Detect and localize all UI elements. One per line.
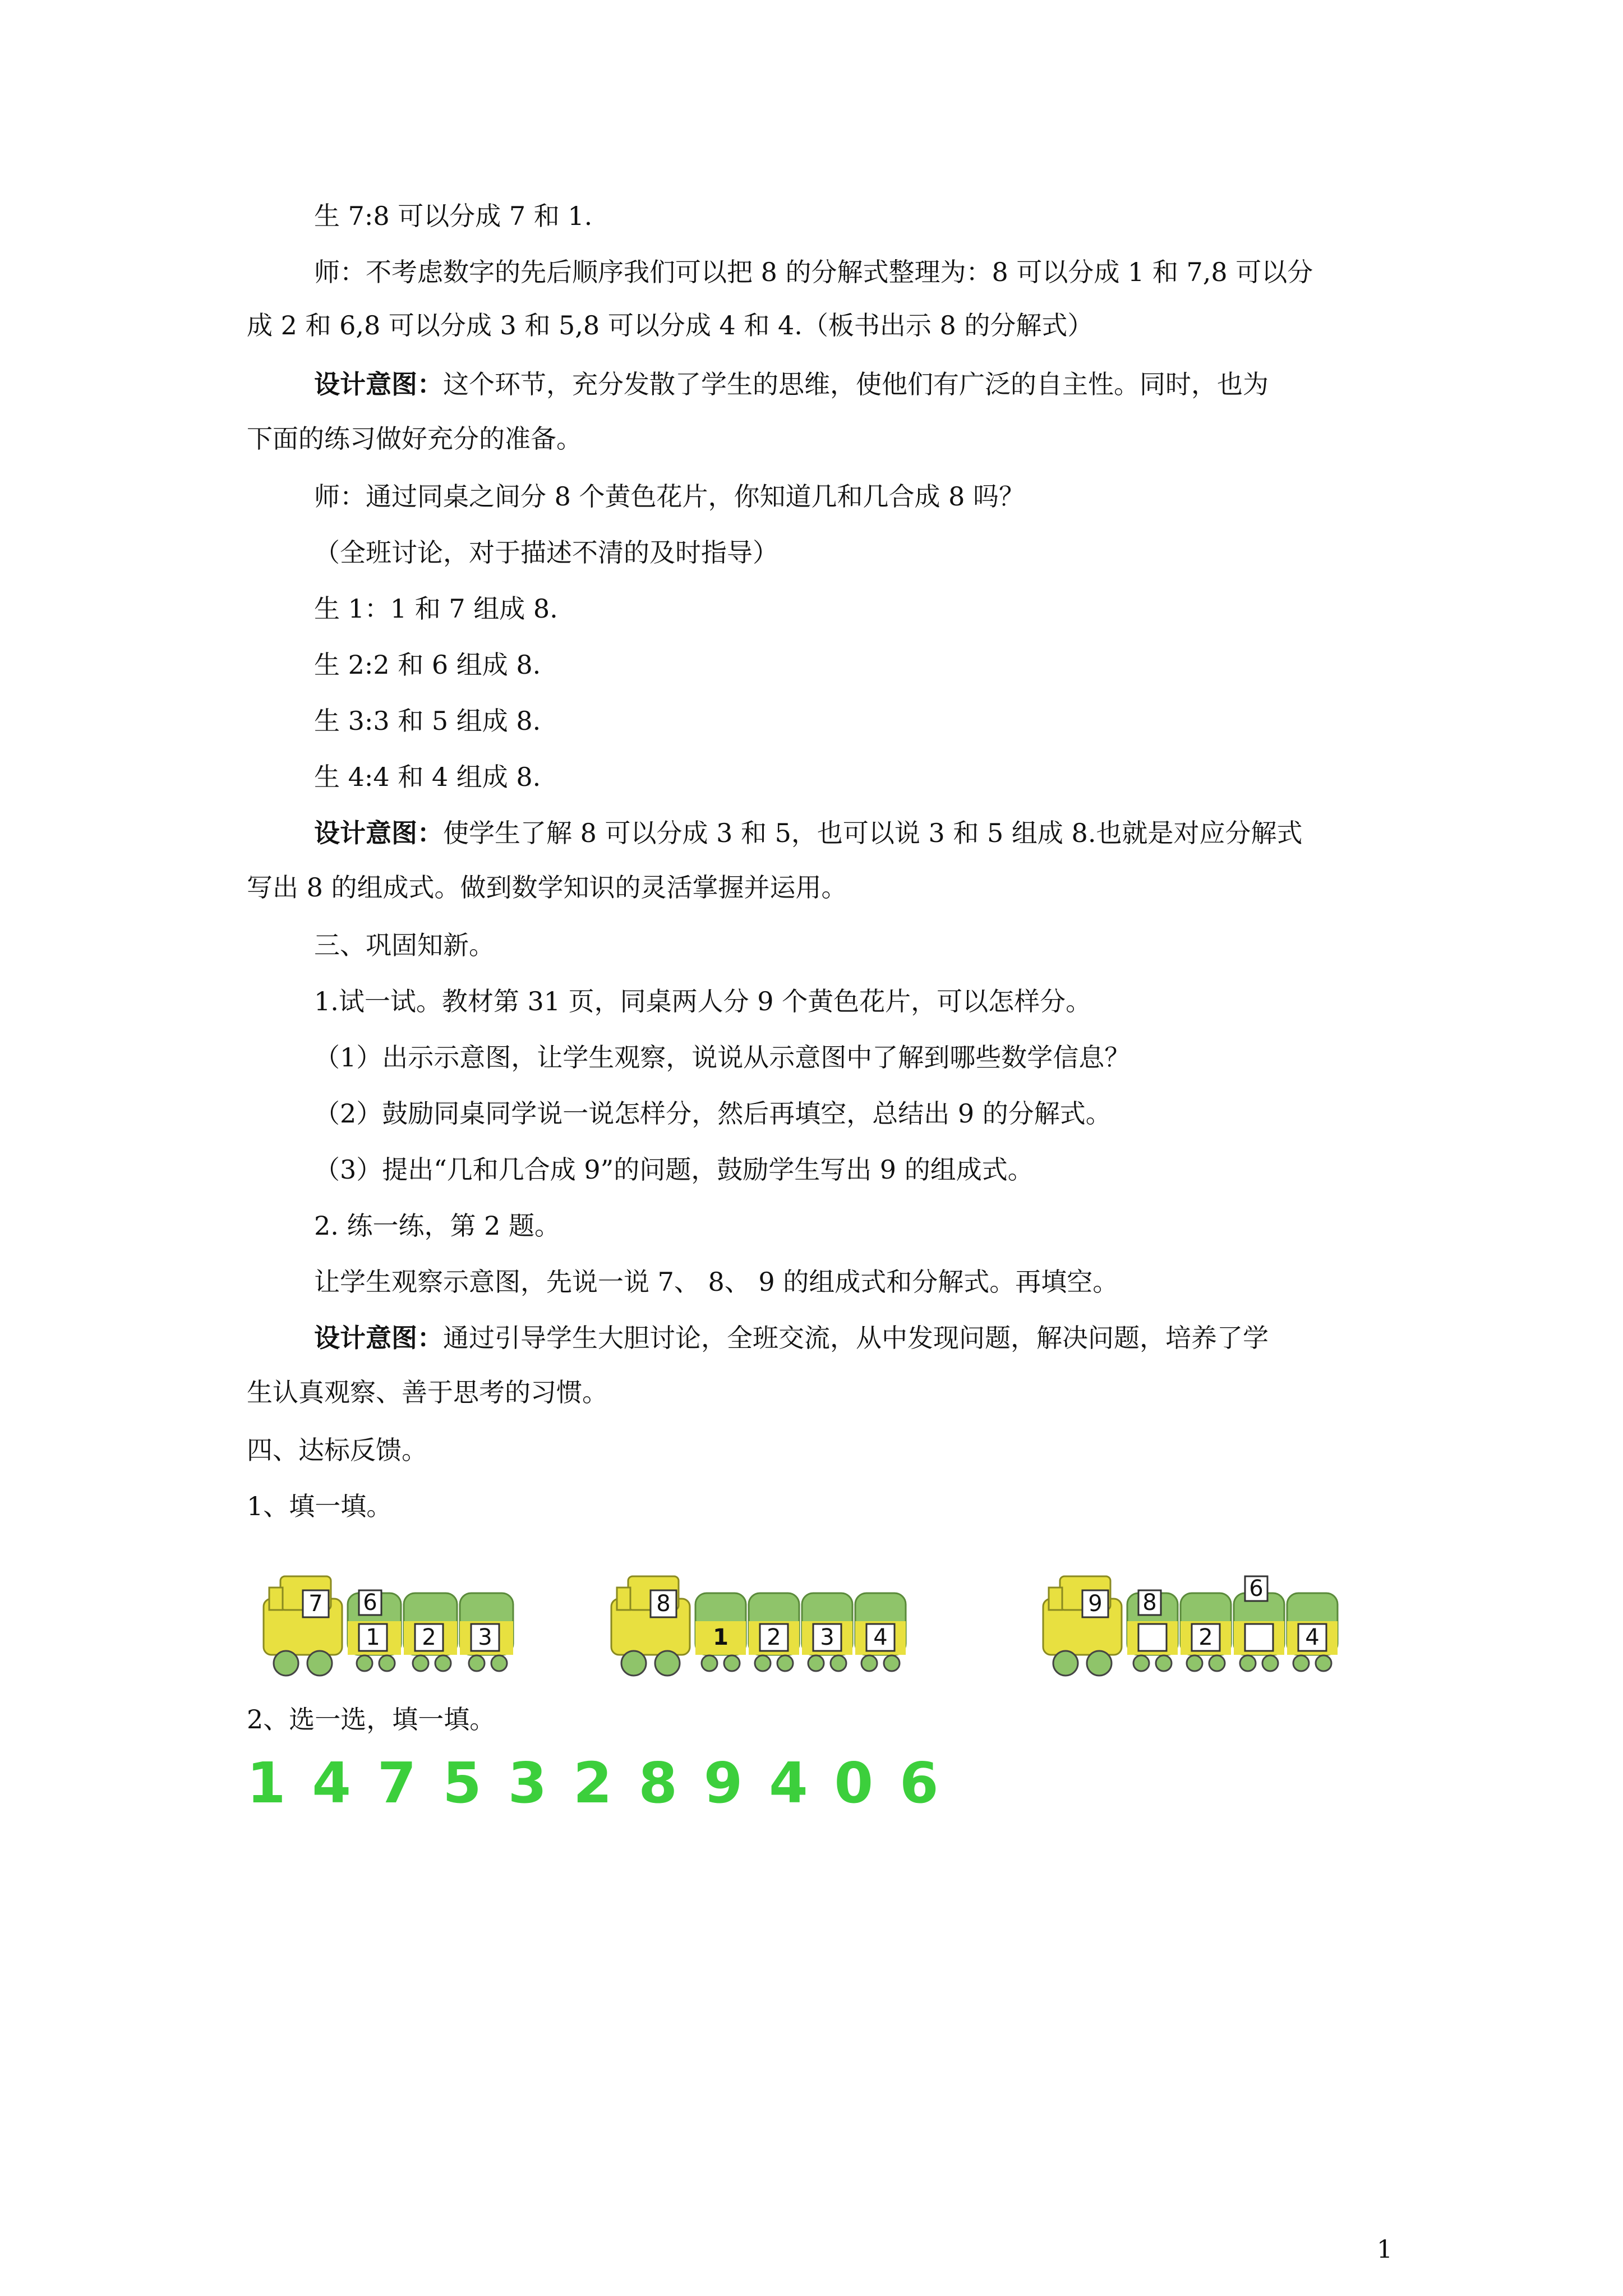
- engine-number: 7: [308, 1591, 323, 1617]
- train-engine: [264, 1576, 342, 1676]
- train-exercises: [247, 1559, 1368, 1705]
- line-2: [314, 255, 1313, 289]
- design-intent-label: 设计意图：: [314, 369, 443, 399]
- engine-number: 8: [656, 1591, 671, 1617]
- line-text: （1）出示示意图，让学生观察，说说从示意图中了解到哪些数学信息？: [314, 1042, 1131, 1073]
- bottom-number: 1: [713, 1625, 728, 1650]
- design-intent-label: 设计意图：: [314, 1323, 443, 1353]
- line-16: [314, 1041, 1130, 1074]
- top-number: 6: [363, 1590, 377, 1616]
- line-14: [314, 928, 495, 962]
- empty-box[interactable]: [1138, 1624, 1166, 1651]
- line-text: 生 1：1 和 7 组成 8.: [314, 593, 558, 624]
- bottom-number: 2: [422, 1625, 436, 1650]
- line-text: 使学生了解 8 可以分成 3 和 5，也可以说 3 和 5 组成 8.也就是对应分解式: [443, 818, 1303, 848]
- bottom-number: 2: [1198, 1625, 1213, 1650]
- line-text: 通过引导学生大胆讨论，全班交流，从中发现问题，解决问题，培养了学: [443, 1323, 1269, 1353]
- line-text: 生 3:3 和 5 组成 8.: [314, 706, 541, 736]
- line-text: 生 4:4 和 4 组成 8.: [314, 762, 541, 792]
- line-7: [314, 536, 778, 569]
- line-text: 成 2 和 6,8 可以分成 3 和 5,8 可以分成 4 和 4.（板书出示 8 的分解式）: [247, 310, 1094, 341]
- train-cars: [695, 1593, 906, 1671]
- empty-box[interactable]: [1245, 1624, 1273, 1651]
- design-intent-label: 设计意图：: [314, 818, 443, 848]
- line-23: [247, 1433, 427, 1467]
- line-9: [314, 648, 541, 682]
- train-engine: [1043, 1576, 1122, 1676]
- line-text: 这个环节，充分发散了学生的思维，使他们有广泛的自主性。同时，也为: [443, 369, 1269, 399]
- bottom-number: 2: [767, 1625, 781, 1650]
- line-text: 让学生观察示意图，先说一说 7、 8、 9 的组成式和分解式。再填空。: [314, 1267, 1119, 1297]
- train-cars: [1127, 1576, 1338, 1671]
- line-text: 生认真观察、善于思考的习惯。: [247, 1377, 608, 1407]
- top-number: 8: [1142, 1590, 1157, 1616]
- line-text: （全班讨论，对于描述不清的及时指导）: [314, 537, 778, 568]
- train-engine: [611, 1576, 690, 1676]
- bottom-number: 3: [478, 1625, 492, 1650]
- line-6: [314, 480, 1025, 513]
- line-text: 生 7:8 可以分成 7 和 1.: [314, 201, 593, 231]
- train-1: [258, 1559, 527, 1694]
- line-21: [314, 1321, 1269, 1355]
- line-19: [314, 1209, 560, 1243]
- line-5: [247, 422, 582, 455]
- line-text: 生 2:2 和 6 组成 8.: [314, 650, 541, 680]
- line-text: 2、选一选，填一填。: [247, 1704, 496, 1734]
- train-3: [1038, 1559, 1352, 1694]
- line-text: 下面的练习做好充分的准备。: [247, 424, 582, 454]
- line-20: [314, 1265, 1118, 1299]
- line-13: [247, 871, 847, 904]
- line-text: 1、填一填。: [247, 1491, 393, 1521]
- line-text: （2）鼓励同桌同学说一说怎样分，然后再填空，总结出 9 的分解式。: [314, 1098, 1112, 1129]
- line-18: [314, 1153, 1034, 1186]
- line-25: [247, 1703, 495, 1736]
- line-10: [314, 704, 541, 738]
- line-text: 师：通过同桌之间分 8 个黄色花片，你知道几和几合成 8 吗？: [314, 481, 1025, 512]
- line-11: [314, 760, 541, 794]
- line-text: （3）提出“几和几合成 9”的问题，鼓励学生写出 9 的组成式。: [314, 1154, 1034, 1185]
- bottom-number: 3: [820, 1625, 834, 1650]
- bottom-number: 1: [366, 1625, 380, 1650]
- line-text: 2. 练一练，第 2 题。: [314, 1211, 561, 1241]
- line-8: [314, 592, 558, 625]
- line-text: 三、巩固知新。: [314, 930, 495, 960]
- top-number: 6: [1249, 1576, 1264, 1602]
- line-3: [247, 309, 1093, 342]
- line-text: 写出 8 的组成式。做到数学知识的灵活掌握并运用。: [247, 872, 847, 903]
- line-12: [314, 816, 1302, 850]
- engine-number: 9: [1088, 1591, 1103, 1617]
- train-cars: [348, 1590, 513, 1671]
- line-1: [314, 199, 592, 233]
- line-24: [247, 1489, 392, 1523]
- line-text: 师：不考虑数字的先后顺序我们可以把 8 的分解式整理为：8 可以分成 1 和 7,8 可以分: [314, 257, 1313, 287]
- page-number: 1: [1377, 2235, 1393, 2264]
- bottom-number: 4: [1305, 1625, 1320, 1650]
- line-22: [247, 1375, 608, 1409]
- line-text: 四、达标反馈。: [247, 1435, 427, 1465]
- line-text: 1.试一试。教材第 31 页，同桌两人分 9 个黄色花片，可以怎样分。: [314, 986, 1092, 1016]
- digit-options: 1 4 7 5 3 2 8 9 4 0 6: [247, 1750, 942, 1816]
- line-15: [314, 984, 1091, 1018]
- train-2: [606, 1559, 920, 1694]
- line-17: [314, 1097, 1112, 1130]
- bottom-number: 4: [873, 1625, 888, 1650]
- line-4: [314, 367, 1269, 401]
